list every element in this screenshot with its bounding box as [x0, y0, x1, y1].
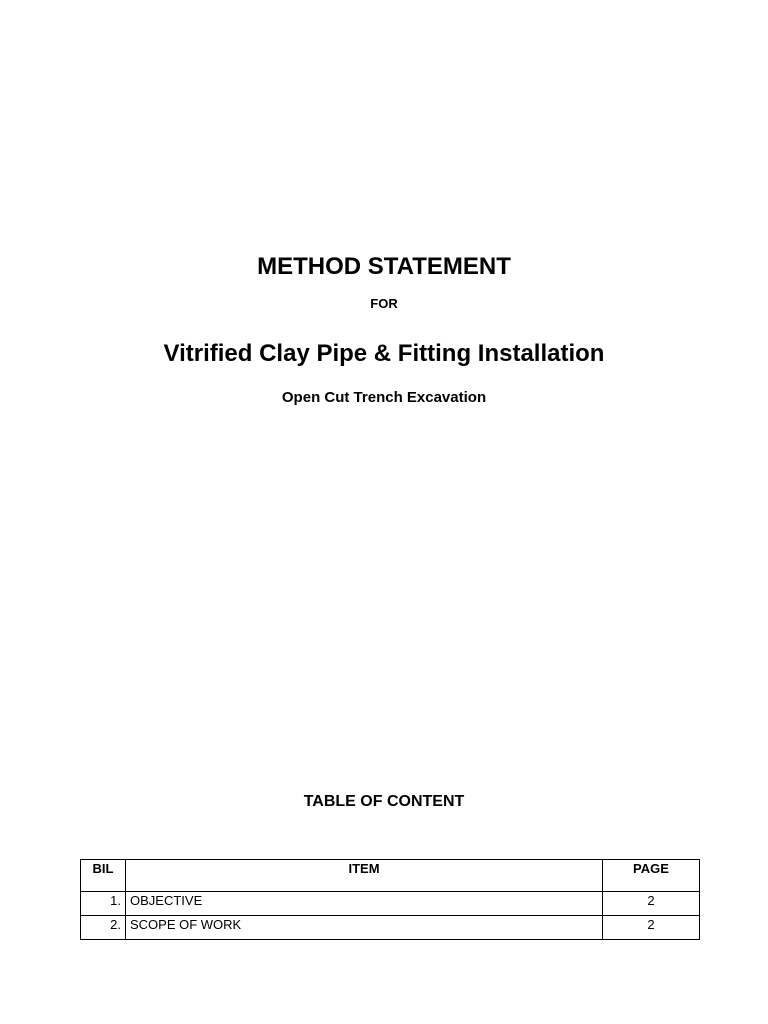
toc-row-item: SCOPE OF WORK	[126, 916, 603, 940]
table-row	[81, 892, 700, 916]
toc-table	[80, 859, 700, 940]
toc-row-page: 2	[603, 916, 700, 940]
toc-row-item: OBJECTIVE	[126, 892, 603, 916]
toc-row-bil: 2.	[81, 916, 126, 940]
toc-header-page: PAGE	[603, 860, 700, 892]
toc-row-page: 2	[603, 892, 700, 916]
document-for-label: FOR	[370, 296, 398, 311]
toc-row-bil: 1.	[81, 892, 126, 916]
toc-header-item: ITEM	[126, 860, 603, 892]
table-row	[81, 916, 700, 940]
toc-title: TABLE OF CONTENT	[303, 793, 465, 810]
document-subject: Vitrified Clay Pipe & Fitting Installation	[163, 340, 605, 367]
toc-header-row	[81, 860, 700, 892]
document-title: METHOD STATEMENT	[257, 253, 511, 280]
document-method: Open Cut Trench Excavation	[281, 389, 487, 406]
toc-header-bil: BIL	[81, 860, 126, 892]
